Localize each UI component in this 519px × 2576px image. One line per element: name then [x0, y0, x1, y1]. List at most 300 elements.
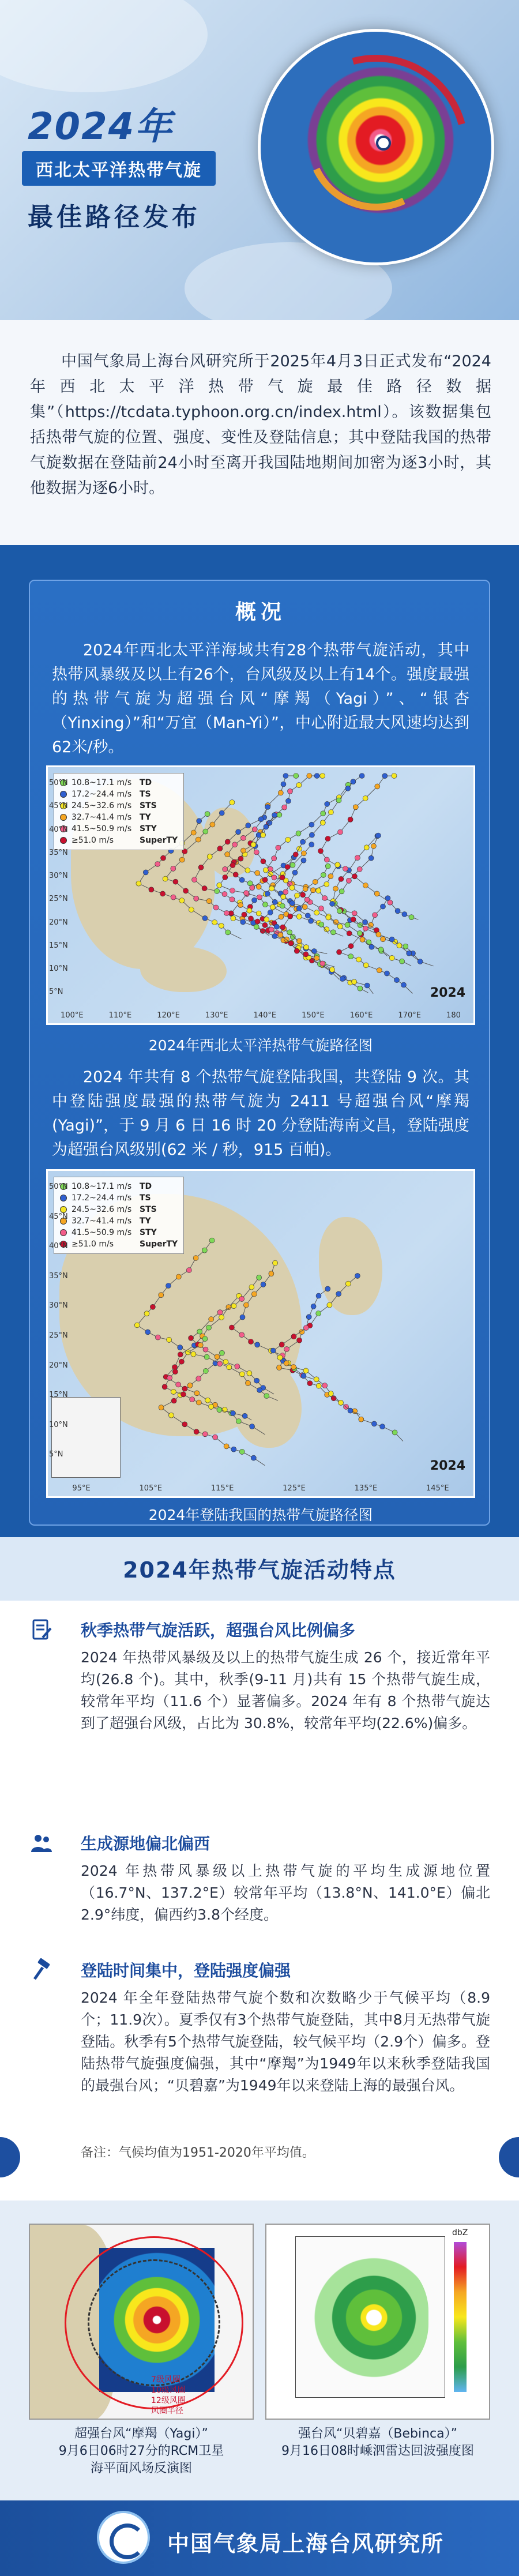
track-point: [325, 836, 330, 842]
track-point: [268, 866, 273, 872]
caption-line: 9月6日06时27分的RCM卫星: [58, 2444, 224, 2458]
intro-text: 中国气象局上海台风研究所于2025年4月3日正式发布“2024年西北太平洋热带气旋最佳路径数据集”（https://tcdata.typhoon.org.cn/index.html）。该数据集包括热带气旋的位置、强度、变性及登陆信息；其中登陆我国的热带气旋数据在登陆前24小时至离开我国陆地期间加密为逐3小时，其他数据为逐6小时。: [30, 352, 491, 497]
feature-heading-1: 秋季热带气旋活跃，超强台风比例偏多: [81, 1621, 356, 1640]
track-point: [257, 1275, 262, 1280]
track-point: [388, 900, 393, 905]
track-point: [296, 783, 302, 788]
legend-code: SuperTY: [140, 1240, 178, 1249]
track-point: [281, 894, 286, 899]
track-point: [231, 1447, 236, 1452]
track-point: [155, 1335, 160, 1340]
track-point: [196, 1400, 201, 1405]
right-image-caption: [265, 2425, 490, 2460]
track-point: [337, 924, 343, 929]
axis-tick-label: 105°E: [139, 1484, 163, 1493]
track-point: [189, 907, 194, 913]
track-point: [252, 827, 257, 832]
track-point: [262, 922, 268, 927]
title-year: 2024年: [28, 106, 174, 148]
track-point: [287, 930, 292, 935]
legend-range: 32.7~41.4 m/s: [72, 813, 132, 822]
track-point: [284, 1347, 289, 1352]
axis-tick-label: 10°N: [49, 964, 68, 974]
track-point: [343, 866, 348, 872]
track-point: [322, 896, 328, 901]
legend-code: TS: [140, 1193, 151, 1203]
overview-para-2: 2024 年共有 8 个热带气旋登陆我国，共登陆 9 次。其中登陆强度最强的热带气旋为 2411 号超强台风“摩羯(Yagi)”，于 9 月 6 日 16 时 20 分登陆海南文昌，登陆强度为超强台风级别(62 米 / 秒，915 百帕)。: [52, 1068, 469, 1159]
track-map-all: [46, 765, 475, 1025]
track-point: [288, 914, 293, 919]
track-point: [241, 848, 246, 853]
wind-circle: [88, 2259, 220, 2386]
track-point: [203, 829, 208, 834]
track-point: [381, 904, 386, 909]
track-point: [182, 1422, 187, 1427]
wind-legend-entry: 7级风圈: [151, 2375, 180, 2385]
caption-line: 超强台风“摩羯（Yagi）”: [74, 2427, 208, 2441]
track-point: [321, 811, 326, 816]
track-point: [407, 951, 412, 956]
track-point: [230, 863, 235, 868]
track-point: [251, 842, 256, 847]
track-point: [182, 1386, 187, 1391]
latitude-labels: [49, 1182, 68, 1459]
track-point: [255, 870, 260, 876]
feature-heading-2: 生成源地偏北偏西: [81, 1834, 210, 1853]
track-point: [339, 1400, 344, 1405]
legend-code: TD: [140, 1182, 152, 1191]
track-point: [223, 875, 228, 880]
track-point: [348, 817, 353, 822]
track-point: [270, 904, 275, 910]
legend-range: 24.5~32.6 m/s: [72, 801, 132, 810]
track-point: [239, 1332, 245, 1338]
track-point: [166, 1283, 171, 1289]
legend-entry: [60, 788, 178, 800]
features-section: [0, 1537, 519, 2201]
feature-body-1: 2024 年热带风暴级及以上的热带气旋生成 26 个，接近常年平均(26.8 个)。其中，秋季(9-11 月)共有 15 个热带气旋生成，较常年平均（11.6 个）显著偏多。2024 年有 8 个热带气旋达到了超强台风级，占比为 30.8%，较常年平均(22.6%)偏多。: [81, 1649, 490, 1732]
track-point: [316, 1311, 321, 1316]
track-point: [269, 1271, 274, 1276]
track-point: [285, 837, 291, 842]
track-point: [316, 1293, 321, 1298]
track-point: [217, 883, 222, 888]
track-point: [351, 917, 356, 922]
track-point: [178, 1345, 183, 1350]
track-point: [309, 832, 314, 838]
legend-code: STY: [140, 1228, 157, 1237]
track-point: [325, 801, 330, 806]
track-point: [313, 879, 318, 884]
track-point: [288, 788, 293, 794]
track-point: [301, 851, 306, 856]
track-point: [231, 1304, 236, 1309]
dbz-label: dbZ: [452, 2228, 468, 2237]
track-point: [307, 1381, 313, 1386]
footer: [0, 2500, 519, 2576]
track-point: [213, 905, 219, 910]
track-point: [236, 829, 241, 835]
track-point: [375, 833, 381, 838]
title-badge: 西北太平洋热带气旋: [22, 151, 216, 186]
wind-legend-entry: 风圈半径: [151, 2406, 183, 2416]
map-year-label: 2024: [430, 1459, 465, 1473]
track-point: [378, 947, 383, 952]
cyclone-track: [137, 1241, 278, 1401]
axis-tick-label: 5°N: [49, 1450, 63, 1459]
track-point: [352, 911, 357, 916]
feature-heading-3: 登陆时间集中，登陆强度偏强: [81, 1961, 291, 1980]
track-point: [389, 955, 394, 960]
track-point: [203, 1347, 208, 1352]
track-point: [278, 933, 283, 938]
track-point: [319, 906, 324, 911]
left-image-caption: [29, 2425, 254, 2477]
track-point: [360, 937, 365, 942]
axis-tick-label: 20°N: [49, 1361, 68, 1370]
track-point: [291, 1334, 296, 1339]
axis-tick-label: 15°N: [49, 941, 68, 950]
track-point: [210, 822, 215, 827]
track-point: [230, 897, 235, 902]
track-point: [239, 1296, 245, 1301]
track-point: [286, 798, 291, 803]
features-title: 2024年热带气旋活动特点: [123, 1557, 396, 1583]
track-point: [249, 916, 254, 921]
track-point: [264, 824, 269, 829]
track-point: [219, 810, 224, 816]
track-point: [263, 868, 268, 873]
caption-line: 海平面风场反演图: [90, 2461, 192, 2476]
track-point: [239, 1449, 245, 1454]
track-point: [194, 1429, 199, 1435]
track-point: [198, 865, 204, 870]
document-icon: [30, 1618, 53, 1641]
track-point: [272, 934, 277, 939]
track-point: [230, 800, 235, 805]
track-point: [167, 1375, 172, 1380]
track-point: [288, 941, 294, 946]
track-point: [197, 1329, 202, 1334]
track-point: [272, 899, 277, 904]
axis-tick-label: 40°N: [49, 825, 68, 834]
track-point: [239, 1372, 245, 1377]
track-point: [376, 932, 381, 937]
track-point: [202, 1248, 207, 1253]
track-point: [268, 910, 273, 915]
track-point: [265, 805, 270, 810]
track-point: [191, 830, 196, 835]
track-point: [314, 1377, 319, 1382]
track-point: [348, 1408, 353, 1413]
track-point: [373, 913, 378, 918]
people-icon: [30, 1831, 53, 1854]
track-point: [314, 956, 319, 961]
legend-range: 17.2~24.4 m/s: [72, 790, 132, 799]
axis-tick-label: 50°N: [49, 779, 68, 787]
axis-tick-label: 15°N: [49, 1391, 68, 1400]
track-point: [336, 798, 341, 803]
axis-tick-label: 10°N: [49, 1420, 68, 1429]
track-point: [285, 865, 290, 870]
track-point: [161, 855, 166, 861]
track-point: [339, 876, 344, 881]
track-point: [355, 855, 360, 861]
axis-tick-label: 35°N: [49, 1271, 68, 1281]
institute-logo-icon: [97, 2511, 150, 2564]
track-point: [264, 917, 269, 922]
track-point: [277, 1355, 283, 1360]
axis-tick-label: 5°N: [49, 987, 63, 997]
track-point: [363, 883, 368, 888]
feature-body-2: 2024 年热带风暴级以上热带气旋的平均生成源地位置（16.7°N、137.2°E）较常年平均（13.8°N、141.0°E）偏北 2.9°纬度，偏西约3.8个经度。: [81, 1862, 490, 1923]
track-point: [239, 877, 245, 883]
legend-range: 41.5~50.9 m/s: [72, 1228, 132, 1237]
legend-entry: [60, 800, 178, 812]
typhoon-satellite-image: [261, 32, 491, 262]
overview-section: [0, 545, 519, 1537]
track-point: [352, 979, 357, 985]
track-point: [303, 952, 309, 957]
legend-range: 17.2~24.4 m/s: [72, 1193, 132, 1203]
track-point: [193, 1256, 198, 1261]
track-point: [225, 930, 231, 935]
axis-tick-label: 145°E: [426, 1484, 449, 1493]
track-point: [351, 779, 356, 784]
track-point: [337, 908, 342, 914]
track-point: [217, 1310, 223, 1315]
track-point: [277, 1365, 282, 1370]
track-point: [282, 805, 287, 810]
wind-circle-legend: [151, 2375, 186, 2416]
legend-entry: [60, 1215, 178, 1227]
track-point: [363, 796, 368, 801]
track-point: [179, 1359, 184, 1364]
track-point: [340, 977, 345, 982]
track-point: [143, 870, 148, 875]
track-point: [270, 1348, 276, 1353]
track-point: [303, 1325, 309, 1331]
track-point: [311, 949, 317, 954]
axis-tick-label: 115°E: [210, 1484, 234, 1493]
track-point: [348, 944, 353, 949]
legend-entry: [60, 812, 178, 823]
track-point: [238, 856, 243, 861]
track-point: [173, 879, 178, 884]
track-point: [235, 1364, 240, 1369]
track-point: [197, 818, 202, 824]
track-point: [247, 908, 252, 913]
title-main: 最佳路径发布: [28, 202, 201, 232]
legend-code: STY: [140, 824, 157, 833]
track-point: [304, 945, 309, 950]
track-point: [179, 857, 185, 862]
track-point: [289, 900, 295, 906]
legend-range: 10.8~17.1 m/s: [72, 778, 132, 787]
latitude-labels: [49, 779, 68, 996]
legend-range: 24.5~32.6 m/s: [72, 1205, 132, 1214]
legend-code: TY: [140, 1216, 151, 1226]
axis-tick-label: 45°N: [49, 802, 68, 811]
track-point: [292, 870, 298, 875]
map2-caption: 2024年登陆我国的热带气旋路径图: [148, 1507, 373, 1523]
track-point: [233, 872, 238, 877]
track-point: [171, 895, 176, 900]
track-point: [297, 1338, 302, 1343]
track-point: [171, 1389, 176, 1394]
track-point: [309, 822, 314, 827]
axis-tick-label: 160°E: [349, 1011, 373, 1020]
track-point: [295, 893, 300, 898]
track-point: [403, 944, 408, 949]
legend-entry: [60, 835, 178, 846]
track-point: [290, 862, 295, 868]
track-point: [357, 866, 362, 872]
axis-tick-label: 45°N: [49, 1212, 68, 1221]
legend-range: ≥51.0 m/s: [72, 836, 114, 845]
track-point: [274, 924, 279, 929]
track-point: [355, 1273, 360, 1278]
track-point: [409, 915, 414, 920]
track-point: [309, 842, 314, 847]
track-point: [281, 782, 286, 787]
track-point: [325, 863, 330, 869]
legend-range: 10.8~17.1 m/s: [72, 1182, 132, 1191]
legend-entry: [60, 1181, 178, 1192]
climate-note: 备注：气候均值为1951-2020年平均值。: [81, 2146, 315, 2160]
overview-panel: [29, 580, 490, 1526]
track-point: [280, 875, 285, 880]
track-point: [309, 918, 314, 923]
intensity-legend: [54, 1177, 184, 1254]
cyclone-track: [232, 1263, 317, 1380]
footer-org-name: 中国气象局上海台风研究所: [167, 2531, 445, 2556]
intro-section: [0, 320, 519, 545]
track-point: [314, 773, 319, 779]
track-point: [209, 1317, 214, 1322]
track-point: [255, 919, 260, 924]
track-point: [402, 912, 407, 917]
caption-line: 强台风“贝碧嘉（Bebinca）”: [298, 2427, 458, 2441]
track-point: [290, 934, 295, 940]
track-point: [155, 862, 160, 867]
track-point: [176, 1382, 181, 1387]
track-point: [272, 856, 277, 861]
track-point: [324, 857, 329, 862]
track-point: [418, 959, 423, 964]
track-point: [392, 1430, 397, 1435]
legend-code: TD: [140, 778, 152, 787]
track-point: [345, 1281, 351, 1286]
track-point: [272, 875, 277, 880]
axis-tick-label: 170°E: [398, 1011, 421, 1020]
wind-legend-entry: 12级风圈: [151, 2396, 186, 2405]
track-point: [311, 888, 316, 893]
track-point: [272, 813, 277, 818]
track-point: [293, 852, 298, 857]
track-point: [134, 1323, 140, 1328]
track-point: [385, 971, 390, 976]
hammer-icon: [30, 1958, 53, 1981]
axis-tick-label: 25°N: [49, 895, 68, 904]
track-point: [231, 916, 236, 921]
track-point: [240, 1315, 245, 1320]
track-point: [225, 852, 230, 857]
track-point: [303, 1368, 309, 1373]
images-section: [0, 2201, 519, 2500]
track-point: [203, 1368, 208, 1373]
track-point: [338, 829, 343, 835]
track-point: [238, 903, 243, 908]
track-point: [227, 1365, 232, 1370]
track-point: [172, 1365, 178, 1370]
track-point: [222, 892, 227, 897]
track-point: [236, 1419, 241, 1424]
axis-tick-label: 25°N: [49, 1331, 68, 1340]
track-point: [296, 906, 302, 911]
track-point: [242, 912, 247, 917]
radar-plot-area: [295, 2236, 445, 2398]
track-point: [167, 1337, 172, 1342]
track-point: [217, 1361, 223, 1366]
track-point: [389, 937, 394, 942]
cyclone-track: [279, 1276, 403, 1441]
track-point: [194, 1391, 200, 1396]
typhoon-eye-icon: [376, 136, 391, 151]
track-point: [246, 1380, 251, 1385]
legend-entry: [60, 777, 178, 788]
track-point: [261, 859, 266, 864]
track-point: [162, 1384, 167, 1390]
track-point: [305, 913, 310, 918]
track-point: [217, 1407, 222, 1413]
track-point: [261, 1282, 266, 1287]
track-point: [339, 889, 344, 894]
track-point: [190, 1397, 195, 1402]
track-point: [246, 823, 251, 828]
legend-range: ≥51.0 m/s: [72, 1240, 114, 1249]
track-point: [180, 1392, 186, 1397]
track-point: [368, 855, 374, 861]
track-point: [250, 1424, 255, 1429]
cyclone-track: [231, 849, 328, 954]
track-point: [160, 891, 166, 896]
axis-tick-label: 95°E: [72, 1484, 91, 1493]
track-point: [333, 886, 339, 891]
track-point: [149, 887, 154, 892]
track-point: [172, 1369, 178, 1375]
track-point: [215, 888, 220, 893]
track-point: [265, 891, 270, 896]
radar-echo: [307, 2254, 428, 2381]
track-point: [249, 1339, 254, 1345]
cloud-decoration: [0, 0, 208, 92]
track-point: [213, 1435, 218, 1440]
track-point: [382, 773, 388, 779]
track-map-landfall: [46, 1169, 475, 1498]
track-point: [324, 882, 329, 887]
track-point: [300, 892, 306, 898]
track-point: [206, 1325, 212, 1330]
legend-code: STS: [140, 801, 157, 810]
axis-tick-label: 40°N: [49, 1242, 68, 1251]
track-point: [264, 1394, 269, 1399]
track-point: [330, 930, 336, 935]
track-point: [314, 910, 319, 915]
cyclone-track: [333, 836, 420, 962]
axis-tick-label: 140°E: [253, 1011, 277, 1020]
track-point: [336, 1291, 341, 1297]
